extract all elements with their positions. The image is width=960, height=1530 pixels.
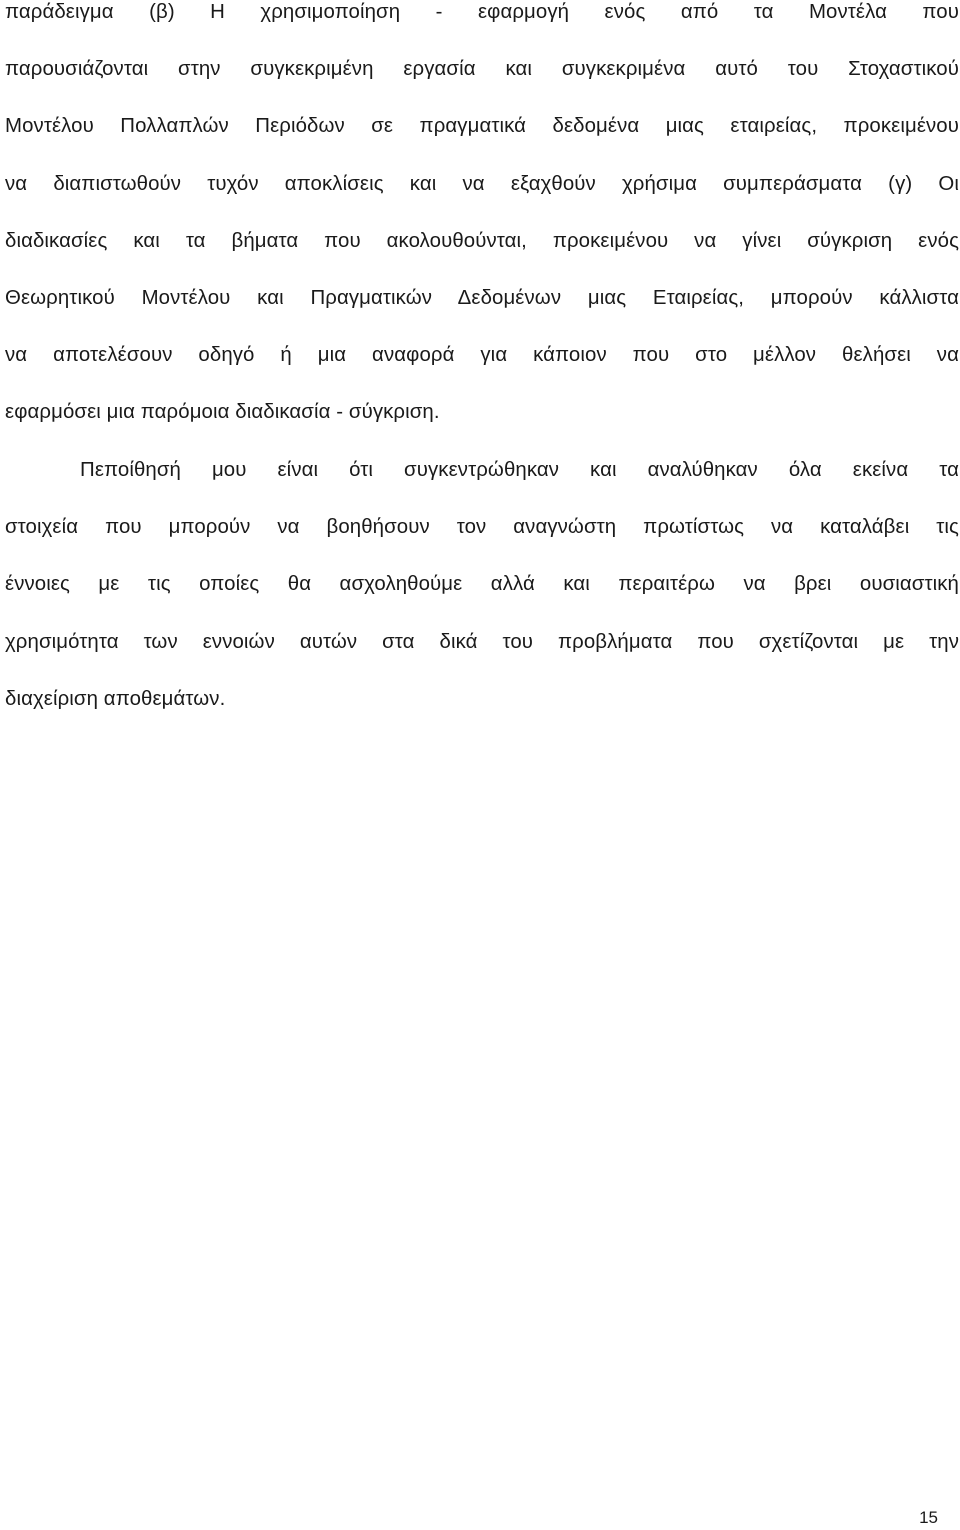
paragraph-line: Μοντέλου Πολλαπλών Περιόδων σε πραγματικά δεδομένα μιας εταιρείας, προκειμένου bbox=[5, 115, 959, 138]
paragraph-line: στοιχεία που μπορούν να βοηθήσουν τον αναγνώστη πρωτίστως να καταλάβει τις bbox=[5, 516, 959, 539]
page-number: 15 bbox=[919, 1508, 938, 1527]
paragraph-2 bbox=[5, 442, 959, 728]
paragraph-line: χρησιμότητα των εννοιών αυτών στα δικά του προβλήματα που σχετίζονται με την bbox=[5, 630, 959, 653]
paragraph-line: να αποτελέσουν οδηγό ή μια αναφορά για κάποιον που στο μέλλον θελήσει να bbox=[5, 344, 959, 367]
paragraph-line: Πεποίθησή μου είναι ότι συγκεντρώθηκαν και αναλύθηκαν όλα εκείνα τα bbox=[80, 459, 959, 481]
paragraph-line: διαχείριση αποθεμάτων. bbox=[5, 687, 226, 710]
paragraph-line: εφαρμόσει μια παρόμοια διαδικασία - σύγκριση. bbox=[5, 401, 440, 424]
paragraph-line: Θεωρητικού Μοντέλου και Πραγματικών Δεδομένων μιας Εταιρείας, μπορούν κάλλιστα bbox=[5, 286, 959, 309]
paragraph-line: παρουσιάζονται στην συγκεκριμένη εργασία και συγκεκριμένα αυτό του Στοχαστικού bbox=[5, 58, 959, 81]
paragraph-line: διαδικασίες και τα βήματα που ακολουθούνται, προκειμένου να γίνει σύγκριση ενός bbox=[5, 229, 959, 252]
paragraph-1 bbox=[5, 0, 959, 442]
paragraph-line: να διαπιστωθούν τυχόν αποκλίσεις και να εξαχθούν χρήσιμα συμπεράσματα (γ) Οι bbox=[5, 172, 959, 195]
paragraph-line: έννοιες με τις οποίες θα ασχοληθούμε αλλά και περαιτέρω να βρει ουσιαστική bbox=[5, 573, 959, 596]
paragraph-line: παράδειγμα (β) Η χρησιμοποίηση - εφαρμογή ενός από τα Μοντέλα που bbox=[5, 1, 959, 23]
